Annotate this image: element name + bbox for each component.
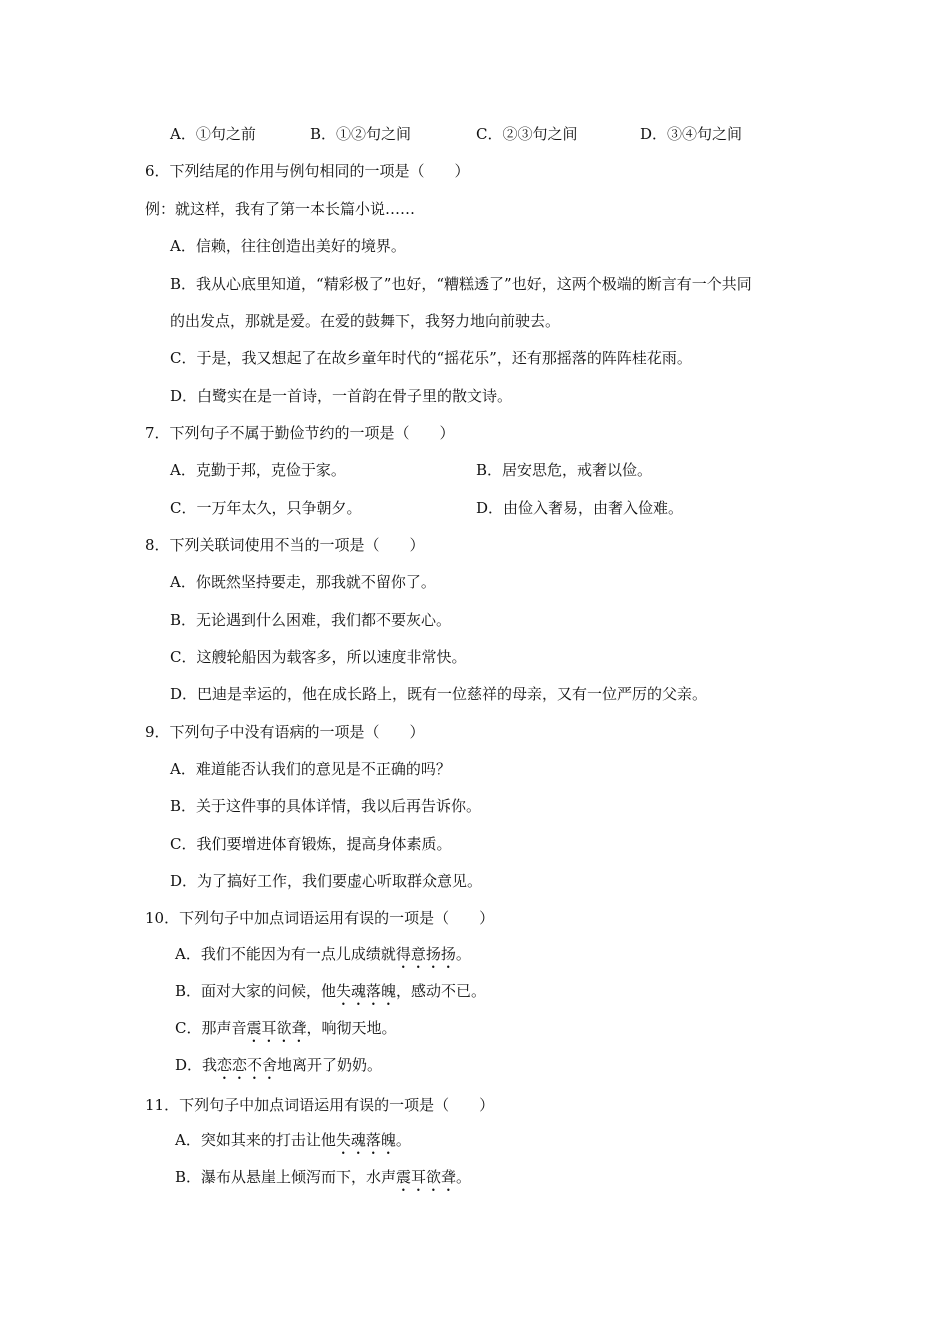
q8-option-b: B．无论遇到什么困难，我们都不要灰心。 bbox=[170, 611, 452, 629]
q11-option-a: A．突如其来的打击让他失魂落魄。 bbox=[175, 1131, 411, 1149]
q10-option-b: B．面对大家的问候，他失魂落魄，感动不已。 bbox=[175, 982, 487, 1000]
emphasized-phrase: 震耳欲聋 bbox=[246, 1019, 307, 1037]
emphasized-phrase: 失魂落魄 bbox=[336, 982, 397, 1000]
q7-option-b: B．居安思危，戒奢以俭。 bbox=[476, 461, 653, 479]
q9-option-b: B．关于这件事的具体详情，我以后再告诉你。 bbox=[170, 797, 482, 815]
q9-option-a: A．难道能否认我们的意见是不正确的吗？ bbox=[170, 760, 451, 778]
q8-stem: 8．下列关联词使用不当的一项是（ ） bbox=[145, 536, 425, 554]
q7-option-c: C．一万年太久，只争朝夕。 bbox=[170, 499, 362, 517]
q6-option-d: D．白鹭实在是一首诗，一首韵在骨子里的散文诗。 bbox=[170, 387, 513, 405]
q9-option-c: C．我们要增进体育锻炼，提高身体素质。 bbox=[170, 835, 452, 853]
q5-option-d: D．③④句之间 bbox=[640, 125, 743, 143]
q5-option-c: C．②③句之间 bbox=[476, 125, 578, 143]
q6-option-a: A．信赖，往往创造出美好的境界。 bbox=[170, 237, 406, 255]
q10-option-a: A．我们不能因为有一点儿成绩就得意扬扬。 bbox=[175, 945, 471, 963]
q10-stem: 10．下列句子中加点词语运用有误的一项是（ ） bbox=[145, 909, 495, 927]
q7-option-d: D．由俭入奢易，由奢入俭难。 bbox=[476, 499, 684, 517]
q8-option-c: C．这艘轮船因为载客多，所以速度非常快。 bbox=[170, 648, 467, 666]
q10-option-c: C．那声音震耳欲聋，响彻天地。 bbox=[175, 1019, 397, 1037]
q6-option-c: C．于是，我又想起了在故乡童年时代的“摇花乐”，还有那摇落的阵阵桂花雨。 bbox=[170, 349, 692, 367]
emphasized-phrase: 震耳欲聋 bbox=[396, 1168, 457, 1186]
q7-option-a: A．克勤于邦，克俭于家。 bbox=[170, 461, 346, 479]
emphasized-phrase: 得意扬扬 bbox=[395, 945, 456, 963]
q9-option-d: D．为了搞好工作，我们要虚心听取群众意见。 bbox=[170, 872, 483, 890]
emphasized-phrase: 恋恋不舍 bbox=[217, 1056, 278, 1074]
q10-option-d: D．我恋恋不舍地离开了奶奶。 bbox=[175, 1056, 383, 1074]
q11-option-b: B．瀑布从悬崖上倾泻而下，水声震耳欲聋。 bbox=[175, 1168, 472, 1186]
q6-example: 例：就这样，我有了第一本长篇小说…… bbox=[145, 200, 416, 218]
q8-option-a: A．你既然坚持要走，那我就不留你了。 bbox=[170, 573, 436, 591]
q8-option-d: D．巴迪是幸运的，他在成长路上，既有一位慈祥的母亲，又有一位严厉的父亲。 bbox=[170, 685, 708, 703]
q6-option-b-line1: B．我从心底里知道，“精彩极了”也好，“糟糕透了”也好，这两个极端的断言有一个共同 bbox=[170, 275, 752, 293]
q11-stem: 11．下列句子中加点词语运用有误的一项是（ ） bbox=[145, 1096, 495, 1114]
q7-stem: 7．下列句子不属于勤俭节约的一项是（ ） bbox=[145, 424, 455, 442]
q5-option-b: B．①②句之间 bbox=[310, 125, 412, 143]
q6-option-b-line2: 的出发点，那就是爱。在爱的鼓舞下，我努力地向前驶去。 bbox=[170, 312, 561, 330]
q9-stem: 9．下列句子中没有语病的一项是（ ） bbox=[145, 723, 425, 741]
q5-option-a: A．①句之前 bbox=[170, 125, 256, 143]
emphasized-phrase: 失魂落魄 bbox=[335, 1131, 396, 1149]
q6-stem: 6．下列结尾的作用与例句相同的一项是（ ） bbox=[145, 162, 470, 180]
